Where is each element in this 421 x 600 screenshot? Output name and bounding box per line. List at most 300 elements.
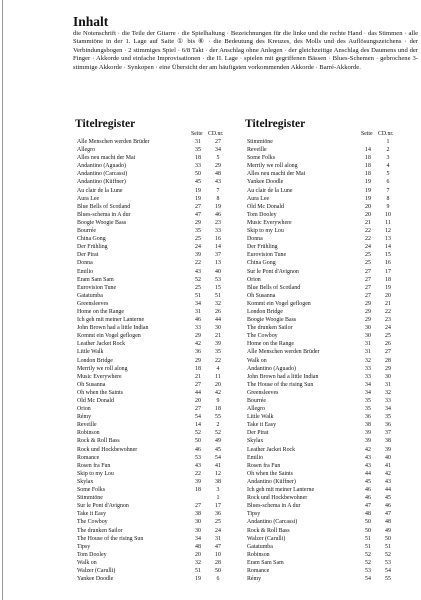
cd-track-number: 49 xyxy=(215,438,221,445)
column-header-cd: CD.nr. xyxy=(208,131,224,137)
cd-track-number: 4 xyxy=(386,163,390,170)
register-entry xyxy=(75,227,238,235)
cd-track-number: 38 xyxy=(215,478,221,485)
song-title: Stimmtöne xyxy=(247,139,273,145)
register-entry xyxy=(75,510,238,518)
register-header-right xyxy=(245,130,408,138)
page-number: 22 xyxy=(195,470,201,477)
cd-track-number: 20 xyxy=(215,381,221,388)
page-number: 42 xyxy=(195,341,201,348)
register-entry xyxy=(245,502,408,510)
register-entry xyxy=(75,284,238,292)
page-number: 35 xyxy=(195,147,201,154)
song-title: Donna xyxy=(77,260,93,267)
page-number: 39 xyxy=(365,438,371,445)
register-entry xyxy=(75,138,238,146)
cd-track-number: 50 xyxy=(215,567,221,574)
register-entry xyxy=(245,389,408,397)
song-title: Sur le Pont d'Avignon xyxy=(77,503,129,510)
cd-track-number: 55 xyxy=(385,576,391,583)
song-title: Tom Dooley xyxy=(247,211,277,218)
page-number: 48 xyxy=(195,543,201,550)
page-number: 38 xyxy=(365,422,371,429)
cd-track-number: 40 xyxy=(385,454,391,461)
song-title: Merrily we roll along xyxy=(77,365,128,372)
page-number: 27 xyxy=(195,203,201,210)
register-entry xyxy=(75,187,238,195)
cd-track-number: 28 xyxy=(215,559,221,566)
cd-track-number: 17 xyxy=(385,268,391,275)
register-entry xyxy=(245,348,408,356)
song-title: Home on the Range xyxy=(247,341,294,348)
page-number: 33 xyxy=(365,373,371,380)
page-number: 47 xyxy=(365,503,371,510)
song-title: Eram Sam Sam xyxy=(247,559,284,566)
page-number: 34 xyxy=(195,535,201,542)
cd-track-number: 46 xyxy=(385,503,391,510)
cd-track-number: 31 xyxy=(385,381,391,388)
register-entry xyxy=(75,154,238,162)
register-entry xyxy=(245,421,408,429)
register-entry xyxy=(245,510,408,518)
page-number: 51 xyxy=(365,535,371,542)
cd-track-number: 5 xyxy=(216,155,220,162)
page-number: 20 xyxy=(195,551,201,558)
cd-track-number: 27 xyxy=(215,139,221,145)
register-entry xyxy=(75,535,238,543)
column-header-page: Seite xyxy=(191,131,203,137)
cd-track-number: 48 xyxy=(215,171,221,178)
page-number: 18 xyxy=(365,163,371,170)
song-title: Blues-schema in A dur xyxy=(247,503,301,510)
cd-track-number: 8 xyxy=(216,195,220,202)
contents-intro-text: die Notenschrift · die Teile der Gitarre · die Spielhaltung · Bezeichnungen für die linke und die rechte Hand · das Stimmen · alle Stammtöne in der 1. Lage auf Saite ① bis ⑥ · die Bedeutung des Kreuzes, des Molls und des Auflösungszeichens · der Verbindungsbogen · 2 stimmiges Spiel · 6/8 Takt · der Anschlag ohne Anlegen · der gleichzeitige Anschlag des Daumens und der Finger · Akkorde und einfache Improvisationen · die II. Lage · spielen mit gegriffenen Bässen · Blues-Schemen · gebrochene 3-stimmige Akkorde · Synkopen · eine Übersicht der am häufigsten vorkommenden Akkorde · Barré-Akkorde. xyxy=(73,30,418,71)
song-title: Oh when the Saints xyxy=(247,470,293,477)
cd-track-number: 51 xyxy=(215,292,221,299)
song-title: Yankee Doodle xyxy=(247,179,284,186)
song-title: Skylax xyxy=(77,478,94,485)
page-number: 21 xyxy=(365,219,371,226)
song-title: Emilio xyxy=(77,268,94,275)
song-title: Oh Susanna xyxy=(247,292,276,299)
register-entry xyxy=(245,535,408,543)
register-entry xyxy=(75,243,238,251)
cd-track-number: 25 xyxy=(385,333,391,340)
register-entry xyxy=(245,413,408,421)
song-title: Blues-schema in A dur xyxy=(77,211,131,218)
song-title: Rémy xyxy=(77,414,92,421)
register-entry xyxy=(75,527,238,535)
register-entry xyxy=(245,559,408,567)
song-title: Music Everywhere xyxy=(77,373,122,380)
register-entry xyxy=(245,454,408,462)
page-number: 30 xyxy=(195,519,201,526)
cd-track-number: 26 xyxy=(215,308,221,315)
register-entry xyxy=(75,559,238,567)
cd-track-number: 44 xyxy=(385,487,391,494)
song-title: Skip to my Lou xyxy=(77,470,114,477)
song-title: Walk on xyxy=(77,559,97,566)
page-number: 50 xyxy=(195,171,201,178)
register-entry xyxy=(245,527,408,535)
song-title: Robinson xyxy=(247,551,270,558)
cd-track-number: 47 xyxy=(215,543,221,550)
page-number: 34 xyxy=(195,300,201,307)
cd-track-number: 47 xyxy=(385,511,391,518)
cd-track-number: 54 xyxy=(385,567,391,574)
register-entry xyxy=(75,211,238,219)
register-entry xyxy=(245,397,408,405)
register-entry xyxy=(245,211,408,219)
register-entry xyxy=(75,203,238,211)
page-number: 39 xyxy=(195,478,201,485)
song-title: The drunken Sailor xyxy=(247,325,293,332)
song-title: Alle Menschen werden Brüder xyxy=(247,349,320,356)
cd-track-number: 7 xyxy=(386,187,390,194)
song-title: Kommt ein Vogel geflogen xyxy=(77,333,141,340)
register-entry xyxy=(75,470,238,478)
page-number: 22 xyxy=(365,236,371,243)
page-number: 24 xyxy=(365,244,371,251)
song-title: Andantino (Carcassi) xyxy=(247,519,298,526)
cd-track-number: 11 xyxy=(215,373,221,380)
register-header-left xyxy=(75,130,238,138)
page-number: 27 xyxy=(365,268,371,275)
page-number: 27 xyxy=(365,292,371,299)
song-title: Blue Bells of Scotland xyxy=(247,284,301,291)
page-number: 25 xyxy=(365,252,371,259)
song-title: Leather Jacket Rock xyxy=(247,446,296,453)
song-title: Take it Easy xyxy=(77,511,107,518)
register-entry xyxy=(75,251,238,259)
cd-track-number: 43 xyxy=(215,179,221,186)
song-title: Gatatumba xyxy=(77,292,103,299)
cd-track-number: 54 xyxy=(215,454,221,461)
song-title: Yankee Doodle xyxy=(77,576,114,583)
cd-track-number: 6 xyxy=(216,576,220,583)
cd-track-number: 1 xyxy=(386,139,390,145)
cd-track-number: 37 xyxy=(385,430,391,437)
page-edge-line xyxy=(2,0,3,600)
page-number: 51 xyxy=(195,292,201,299)
song-title: The Cowboy xyxy=(77,519,108,526)
register-entry xyxy=(245,543,408,551)
page-number: 19 xyxy=(365,187,371,194)
page-number: 30 xyxy=(365,325,371,332)
song-title: Walk on xyxy=(247,357,267,364)
register-entry xyxy=(245,446,408,454)
cd-track-number: 40 xyxy=(215,268,221,275)
cd-track-number: 55 xyxy=(215,414,221,421)
register-entry xyxy=(245,284,408,292)
song-title: Old Mc Donald xyxy=(77,398,114,404)
cd-track-number: 30 xyxy=(385,373,391,380)
register-entry xyxy=(245,178,408,186)
page-number: 20 xyxy=(365,211,371,218)
register-entry xyxy=(75,437,238,445)
page-number: 20 xyxy=(365,203,371,210)
page-number: 22 xyxy=(195,260,201,267)
page-number: 35 xyxy=(365,406,371,413)
cd-track-number: 31 xyxy=(215,535,221,542)
page-number: 44 xyxy=(195,389,201,396)
song-title: The House of the rising Sun xyxy=(247,381,314,388)
register-entry xyxy=(75,381,238,389)
register-rows-right xyxy=(245,138,408,583)
song-title: Der Pirat xyxy=(77,252,99,259)
register-entry xyxy=(75,518,238,526)
cd-track-number: 1 xyxy=(216,495,220,502)
page-number: 39 xyxy=(365,430,371,437)
register-entry xyxy=(245,470,408,478)
song-title: Rosen fra Fun xyxy=(77,462,111,469)
page-number: 31 xyxy=(365,349,371,356)
page-number: 19 xyxy=(365,179,371,186)
song-title: Aura Lee xyxy=(77,195,100,202)
song-title: Emilio xyxy=(247,454,264,461)
cd-track-number: 16 xyxy=(215,236,221,243)
cd-track-number: 14 xyxy=(215,244,221,251)
page-number: 36 xyxy=(195,349,201,356)
song-title: Andantino (Küffner) xyxy=(247,478,296,485)
cd-track-number: 36 xyxy=(385,422,391,429)
page-number: 31 xyxy=(195,139,201,145)
register-entry xyxy=(245,365,408,373)
register-entry xyxy=(75,502,238,510)
register-rows-left xyxy=(75,138,238,583)
page-number: 14 xyxy=(365,147,371,154)
song-title: Au clair de la Lune xyxy=(247,187,293,194)
register-entry xyxy=(75,170,238,178)
song-title: Andantino (Küffner) xyxy=(77,179,126,186)
song-title: Old Mc Donald xyxy=(247,203,284,210)
register-entry xyxy=(75,389,238,397)
song-title: Der Frühling xyxy=(77,244,108,251)
cd-track-number: 28 xyxy=(385,357,391,364)
cd-track-number: 12 xyxy=(215,470,221,477)
register-entry xyxy=(245,429,408,437)
page-number: 18 xyxy=(195,365,201,372)
cd-track-number: 3 xyxy=(386,155,390,162)
register-entry xyxy=(75,340,238,348)
page-number: 46 xyxy=(195,446,201,453)
page-number: 39 xyxy=(195,252,201,259)
register-entry xyxy=(75,276,238,284)
page-number: 27 xyxy=(195,503,201,510)
title-register-alphabetical xyxy=(75,118,238,583)
song-title: Some Folks xyxy=(77,487,105,494)
register-entry xyxy=(245,567,408,575)
cd-track-number: 46 xyxy=(215,211,221,218)
cd-track-number: 21 xyxy=(385,300,391,307)
cd-track-number: 15 xyxy=(385,252,391,259)
song-title: Greensleeves xyxy=(247,389,279,396)
page-number: 27 xyxy=(365,276,371,283)
page-number: 33 xyxy=(195,163,201,170)
page-number: 42 xyxy=(365,446,371,453)
cd-track-number: 53 xyxy=(215,276,221,283)
song-title: Andantino (Aguado) xyxy=(77,163,126,170)
register-entry xyxy=(245,308,408,316)
register-entry xyxy=(245,518,408,526)
cd-track-number: 34 xyxy=(385,406,391,413)
register-entry xyxy=(245,324,408,332)
song-title: Bourrée xyxy=(77,228,96,235)
register-entry xyxy=(245,219,408,227)
page-number: 48 xyxy=(365,511,371,518)
song-title: Kommt ein Vogel geflogen xyxy=(247,300,311,307)
song-title: Au clair de la Lune xyxy=(77,187,123,194)
page-number: 50 xyxy=(195,438,201,445)
song-title: Aura Lee xyxy=(247,195,270,202)
song-title: London Bridge xyxy=(247,308,283,315)
register-entry xyxy=(245,268,408,276)
song-title: Andantino (Carcassi) xyxy=(77,171,128,178)
register-entry xyxy=(245,575,408,583)
page-number: 52 xyxy=(195,276,201,283)
title-register-by-track xyxy=(245,118,408,583)
cd-track-number: 18 xyxy=(215,406,221,413)
contents-heading: Inhalt xyxy=(73,14,109,29)
song-title: Boogie Woogie Bass xyxy=(247,317,297,324)
register-entry xyxy=(75,478,238,486)
register-entry xyxy=(75,178,238,186)
song-title: Orion xyxy=(77,406,91,413)
cd-track-number: 33 xyxy=(215,228,221,235)
song-title: Greensleeves xyxy=(77,300,109,307)
cd-track-number: 50 xyxy=(385,535,391,542)
cd-track-number: 32 xyxy=(385,389,391,396)
page-number: 29 xyxy=(365,317,371,324)
register-entry xyxy=(75,575,238,583)
song-title: Tipsy xyxy=(77,543,91,550)
register-entry xyxy=(245,381,408,389)
cd-track-number: 53 xyxy=(385,559,391,566)
cd-track-number: 27 xyxy=(385,349,391,356)
song-title: Donna xyxy=(247,236,263,243)
cd-track-number: 45 xyxy=(385,495,391,502)
page-number: 33 xyxy=(365,365,371,372)
page-number: 43 xyxy=(365,462,371,469)
register-title-left: Titelregister xyxy=(75,118,136,130)
song-title: Skylax xyxy=(247,438,264,445)
cd-track-number: 41 xyxy=(215,462,221,469)
cd-track-number: 43 xyxy=(385,478,391,485)
register-entry xyxy=(75,462,238,470)
register-entry xyxy=(75,373,238,381)
song-title: Tom Dooley xyxy=(77,551,107,558)
song-title: Allegro xyxy=(247,406,265,413)
cd-track-number: 20 xyxy=(385,292,391,299)
page-number: 29 xyxy=(195,357,201,364)
page-number: 19 xyxy=(195,576,201,583)
register-entry xyxy=(245,203,408,211)
song-title: Rock und Hockbewohner xyxy=(247,495,308,502)
page-number: 18 xyxy=(365,155,371,162)
cd-track-number: 42 xyxy=(215,389,221,396)
page-number: 24 xyxy=(195,244,201,251)
page-number: 27 xyxy=(195,406,201,413)
song-title: Stimmtöne xyxy=(77,495,103,502)
cd-track-number: 45 xyxy=(215,446,221,453)
song-title: John Brown had a little Indian xyxy=(77,325,149,332)
register-entry xyxy=(75,454,238,462)
song-title: Alles neu macht der Mai xyxy=(77,155,136,162)
register-entry xyxy=(245,478,408,486)
register-entry xyxy=(245,332,408,340)
cd-track-number: 3 xyxy=(216,487,220,494)
song-title: Romance xyxy=(247,567,270,574)
register-entry xyxy=(75,543,238,551)
song-title: Der Pirat xyxy=(247,430,269,437)
cd-track-number: 24 xyxy=(385,325,391,332)
page-number: 22 xyxy=(365,228,371,235)
cd-track-number: 30 xyxy=(215,325,221,332)
song-title: Allegro xyxy=(77,147,95,154)
song-title: Gatatumba xyxy=(247,543,273,550)
cd-track-number: 39 xyxy=(215,341,221,348)
cd-track-number: 8 xyxy=(386,195,390,202)
song-title: Some Folks xyxy=(247,155,275,162)
cd-track-number: 12 xyxy=(385,228,391,235)
register-entry xyxy=(245,437,408,445)
register-entry xyxy=(245,551,408,559)
page-number: 50 xyxy=(365,527,371,534)
song-title: China Gong xyxy=(247,260,276,267)
page-number: 44 xyxy=(365,470,371,477)
cd-track-number: 2 xyxy=(386,147,390,154)
register-entry xyxy=(75,162,238,170)
register-entry xyxy=(245,340,408,348)
register-entry xyxy=(245,486,408,494)
register-entry xyxy=(245,300,408,308)
register-entry xyxy=(245,316,408,324)
song-title: Take it Easy xyxy=(247,422,277,429)
register-entry xyxy=(245,154,408,162)
page-number: 32 xyxy=(195,559,201,566)
page-number: 33 xyxy=(195,325,201,332)
cd-track-number: 51 xyxy=(385,543,391,550)
song-title: Little Walk xyxy=(77,349,104,356)
cd-track-number: 21 xyxy=(215,333,221,340)
song-title: Boogie Woogie Bass xyxy=(77,219,127,226)
song-title: Alle Menschen werden Brüder xyxy=(77,139,150,145)
song-title: Reveille xyxy=(77,422,97,429)
register-entry xyxy=(75,429,238,437)
song-title: Oh Susanna xyxy=(77,381,106,388)
page-number: 54 xyxy=(365,576,371,583)
cd-track-number: 2 xyxy=(216,422,220,429)
cd-track-number: 15 xyxy=(215,284,221,291)
song-title: The House of the rising Sun xyxy=(77,535,144,542)
cd-track-number: 49 xyxy=(385,527,391,534)
cd-track-number: 11 xyxy=(385,219,391,226)
page-number: 36 xyxy=(365,414,371,421)
page-number: 25 xyxy=(365,260,371,267)
register-entry xyxy=(75,413,238,421)
register-entry xyxy=(75,259,238,267)
cd-track-number: 39 xyxy=(385,446,391,453)
register-entry xyxy=(75,567,238,575)
page-number: 50 xyxy=(365,519,371,526)
register-entry xyxy=(75,195,238,203)
page-number: 14 xyxy=(195,422,201,429)
cd-track-number: 10 xyxy=(215,551,221,558)
page-number: 30 xyxy=(365,333,371,340)
cd-track-number: 24 xyxy=(215,527,221,534)
song-title: Leather Jacket Rock xyxy=(77,341,126,348)
cd-track-number: 16 xyxy=(385,260,391,267)
